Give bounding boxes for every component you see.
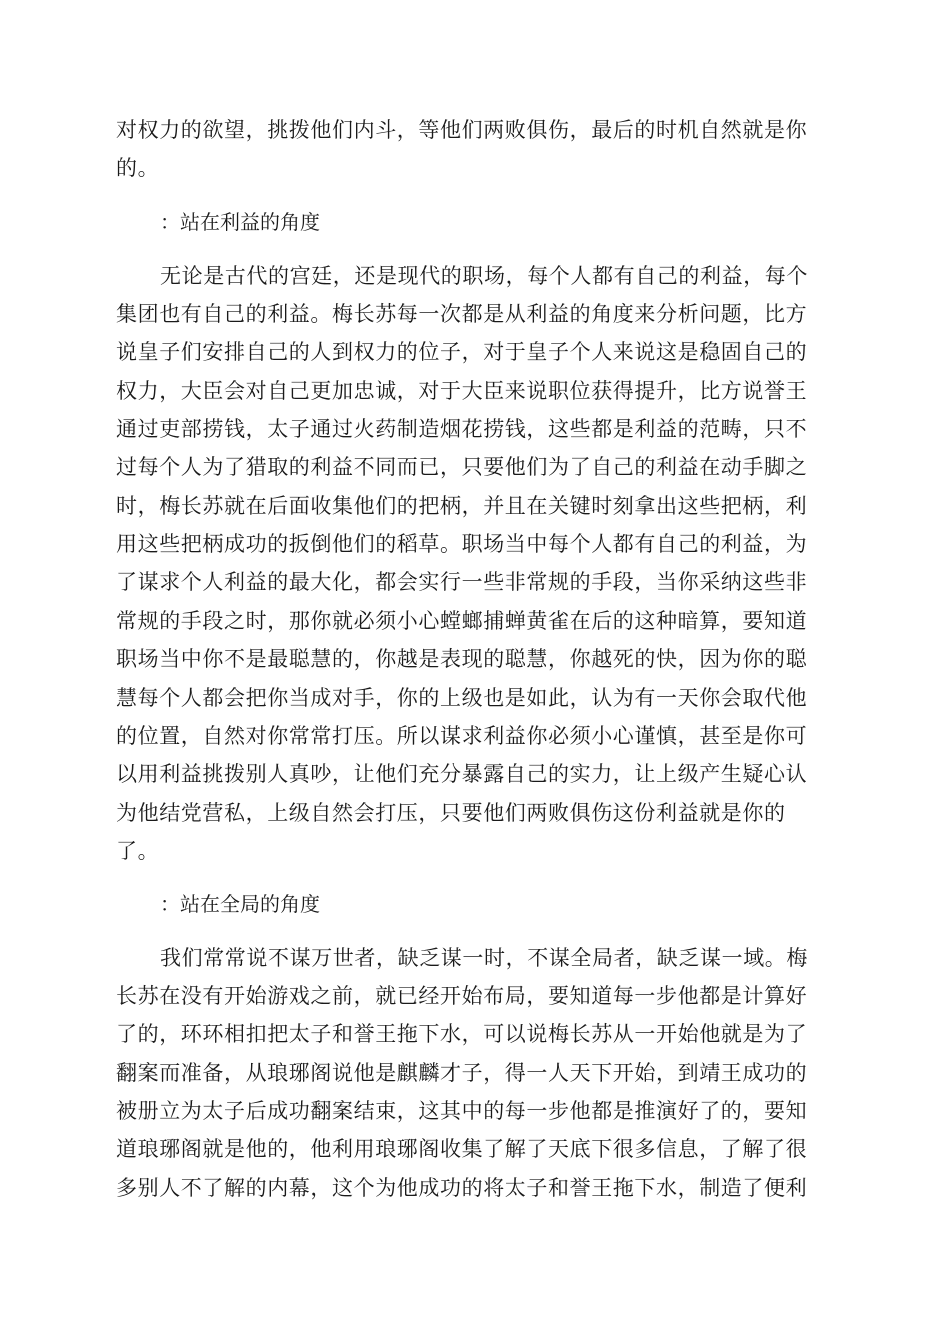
- text-line: 慧每个人都会把你当成对手，你的上级也是如此，认为有一天你会取代他: [116, 686, 808, 710]
- text-line: 了的，环环相扣把太子和誉王拖下水，可以说梅长苏从一开始他就是为了: [116, 1022, 808, 1046]
- text-line: 了谋求个人利益的最大化，都会实行一些非常规的手段，当你采纳这些非: [116, 570, 808, 594]
- section-heading: ：站在利益的角度: [160, 210, 320, 234]
- text-line: 对权力的欲望，挑拨他们内斗，等他们两败俱伤，最后的时机自然就是你: [116, 118, 808, 142]
- text-line: 多别人不了解的内幕，这个为他成功的将太子和誉王拖下水，制造了便利: [116, 1176, 808, 1200]
- text-line: 长苏在没有开始游戏之前，就已经开始布局，要知道每一步他都是计算好: [116, 984, 808, 1008]
- text-line: 以用利益挑拨别人真吵，让他们充分暴露自己的实力，让上级产生疑心认: [116, 762, 808, 786]
- text-line: 我们常常说不谋万世者，缺乏谋一时，不谋全局者，缺乏谋一域。梅: [160, 946, 808, 970]
- text-line: 集团也有自己的利益。梅长苏每一次都是从利益的角度来分析问题，比方: [116, 302, 808, 326]
- text-line: 为他结党营私，上级自然会打压，只要他们两败俱伤这份利益就是你的: [116, 801, 786, 825]
- text-line: 被册立为太子后成功翻案结束，这其中的每一步他都是推演好了的，要知: [116, 1099, 808, 1123]
- text-line: 过每个人为了猎取的利益不同而已，只要他们为了自己的利益在动手脚之: [116, 455, 808, 479]
- text-line: 职场当中你不是最聪慧的，你越是表现的聪慧，你越死的快，因为你的聪: [116, 647, 808, 671]
- text-line: 的。: [116, 156, 160, 180]
- text-line: 常规的手段之时，那你就必须小心螳螂捕蝉黄雀在后的这种暗算，要知道: [116, 609, 808, 633]
- text-line: 时，梅长苏就在后面收集他们的把柄，并且在关键时刻拿出这些把柄，利: [116, 494, 808, 518]
- text-line: 用这些把柄成功的扳倒他们的稻草。职场当中每个人都有自己的利益，为: [116, 532, 808, 556]
- section-heading: ：站在全局的角度: [160, 892, 320, 916]
- text-line: 权力，大臣会对自己更加忠诚，对于大臣来说职位获得提升，比方说誉王: [116, 379, 808, 403]
- text-line: 说皇子们安排自己的人到权力的位子，对于皇子个人来说这是稳固自己的: [116, 340, 808, 364]
- text-line: 的位置，自然对你常常打压。所以谋求利益你必须小心谨慎，甚至是你可: [116, 724, 808, 748]
- text-line: 通过吏部捞钱，太子通过火药制造烟花捞钱，这些都是利益的范畴，只不: [116, 417, 808, 441]
- text-line: 无论是古代的宫廷，还是现代的职场，每个人都有自己的利益，每个: [160, 264, 808, 288]
- text-line: 了。: [116, 839, 160, 863]
- text-line: 翻案而准备，从琅琊阁说他是麒麟才子，得一人天下开始，到靖王成功的: [116, 1061, 808, 1085]
- text-line: 道琅琊阁就是他的，他利用琅琊阁收集了解了天底下很多信息，了解了很: [116, 1137, 808, 1161]
